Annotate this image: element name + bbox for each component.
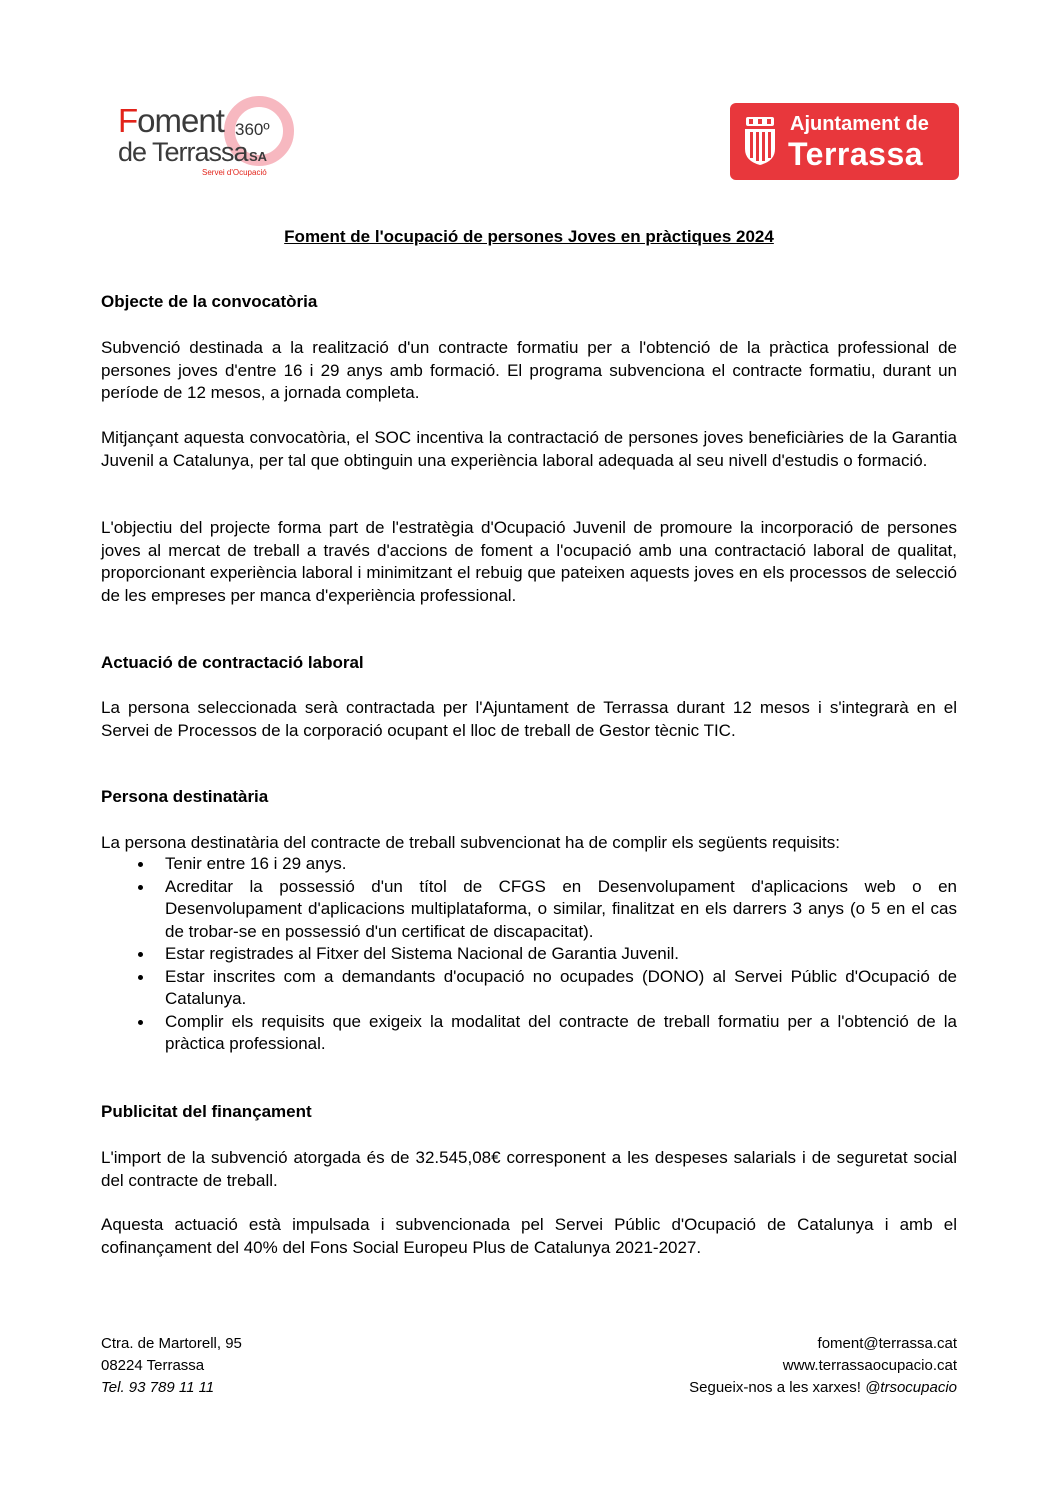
paragraph-objecte-3: L'objectiu del projecte forma part de l'estratègia d'Ocupació Juvenil de promoure la incorporació de persones joves al mercat de treball a través d'accions de foment a l'ocupació amb una contractació laboral de qualitat, proporcionant experiència laboral i minimitzant el rebuig que pateixen aquests joves en els processos de selecció de les empreses per manca d'experiència professional. <box>101 518 957 605</box>
bullet-icon <box>138 862 143 867</box>
section-heading-objecte: Objecte de la convocatòria <box>101 292 318 311</box>
bullet-icon <box>138 885 143 890</box>
ajuntament-logo <box>730 103 959 180</box>
section-heading-publicitat: Publicitat del finançament <box>101 1102 312 1121</box>
paragraph-objecte-1: Subvenció destinada a la realització d'un contracte formatiu per a l'obtenció de la pràctica professional de persones joves d'entre 16 i 29 anys amb formació. El programa subvenciona el contracte formatiu, durant un període de 12 mesos, a jornada completa. <box>101 338 957 402</box>
section-heading-actuacio: Actuació de contractació laboral <box>101 653 364 672</box>
bullet-icon <box>138 1020 143 1025</box>
paragraph-actuacio-1: La persona seleccionada serà contractada per l'Ajuntament de Terrassa durant 12 mesos i s'integrarà en el Servei de Processos de la corporació ocupant el lloc de treball de Gestor tècnic TIC. <box>101 698 957 740</box>
list-item: Estar registrades al Fitxer del Sistema Nacional de Garantia Juvenil. <box>101 943 957 966</box>
footer-address-line1: Ctra. de Martorell, 95 <box>101 1335 242 1352</box>
footer-website[interactable]: www.terrassaocupacio.cat <box>782 1357 957 1374</box>
footer-address-line2: 08224 Terrassa <box>101 1357 205 1374</box>
foment-logo-tagline: Servei d'Ocupació <box>202 168 267 177</box>
list-item: Tenir entre 16 i 29 anys. <box>101 853 957 876</box>
ajuntament-logo-line1: Ajuntament de <box>790 113 929 135</box>
foment-logo-badge: 360º <box>235 120 270 139</box>
document-title: Foment de l'ocupació de persones Joves en pràctiques 2024 <box>284 227 774 246</box>
list-item: Complir els requisits que exigeix la modalitat del contracte de treball formatiu per a l'obtenció de la pràctica professional. <box>101 1011 957 1056</box>
footer-email[interactable]: foment@terrassa.cat <box>817 1335 957 1352</box>
list-item: Estar inscrites com a demandants d'ocupació no ocupades (DONO) al Servei Públic d'Ocupació de Catalunya. <box>101 966 957 1011</box>
section-heading-destinataria: Persona destinatària <box>101 787 269 806</box>
paragraph-publicitat-2: Aquesta actuació està impulsada i subvencionada pel Servei Públic d'Ocupació de Catalunya i amb el cofinançament del 40% del Fons Social Europeu Plus de Catalunya 2021-2027. <box>101 1215 957 1257</box>
paragraph-destinataria-intro: La persona destinatària del contracte de treball subvencionat ha de complir els següents requisits: <box>101 833 840 852</box>
paragraph-objecte-2: Mitjançant aquesta convocatòria, el SOC incentiva la contractació de persones joves beneficiàries de la Garantia Juvenil a Catalunya, per tal que obtinguin una experiència laboral adequada al seu nivell d'estudis o formació. <box>101 428 957 470</box>
bullet-icon <box>138 975 143 980</box>
foment-logo-subword: de Terrassa <box>118 137 248 167</box>
footer-social-handle[interactable]: @trsocupacio <box>865 1379 957 1396</box>
footer-social <box>689 1377 957 1399</box>
footer-contact <box>689 1333 957 1399</box>
footer-social-prefix: Segueix-nos a les xarxes! <box>689 1379 866 1396</box>
ajuntament-logo-line2: Terrassa <box>788 136 924 172</box>
foment-logo <box>118 96 298 182</box>
foment-logo-word: Foment <box>118 102 224 139</box>
coat-of-arms-icon <box>743 115 777 167</box>
requirements-list <box>101 853 957 1056</box>
footer-address <box>101 1333 242 1399</box>
paragraph-publicitat-1: L'import de la subvenció atorgada és de 32.545,08€ corresponent a les despeses salarials i de seguretat social del contracte de treball. <box>101 1148 957 1190</box>
bullet-icon <box>138 952 143 957</box>
foment-logo-suffix: SA <box>249 149 268 164</box>
list-item: Acreditar la possessió d'un títol de CFGS en Desenvolupament d'aplicacions web o en Desenvolupament d'aplicacions multiplataforma, o similar, finalitzat en els darrers 3 anys (o 5 en el cas de trobar-se en possessió d'un certificat de discapacitat). <box>101 876 957 944</box>
footer-phone: Tel. 93 789 11 11 <box>101 1379 215 1396</box>
